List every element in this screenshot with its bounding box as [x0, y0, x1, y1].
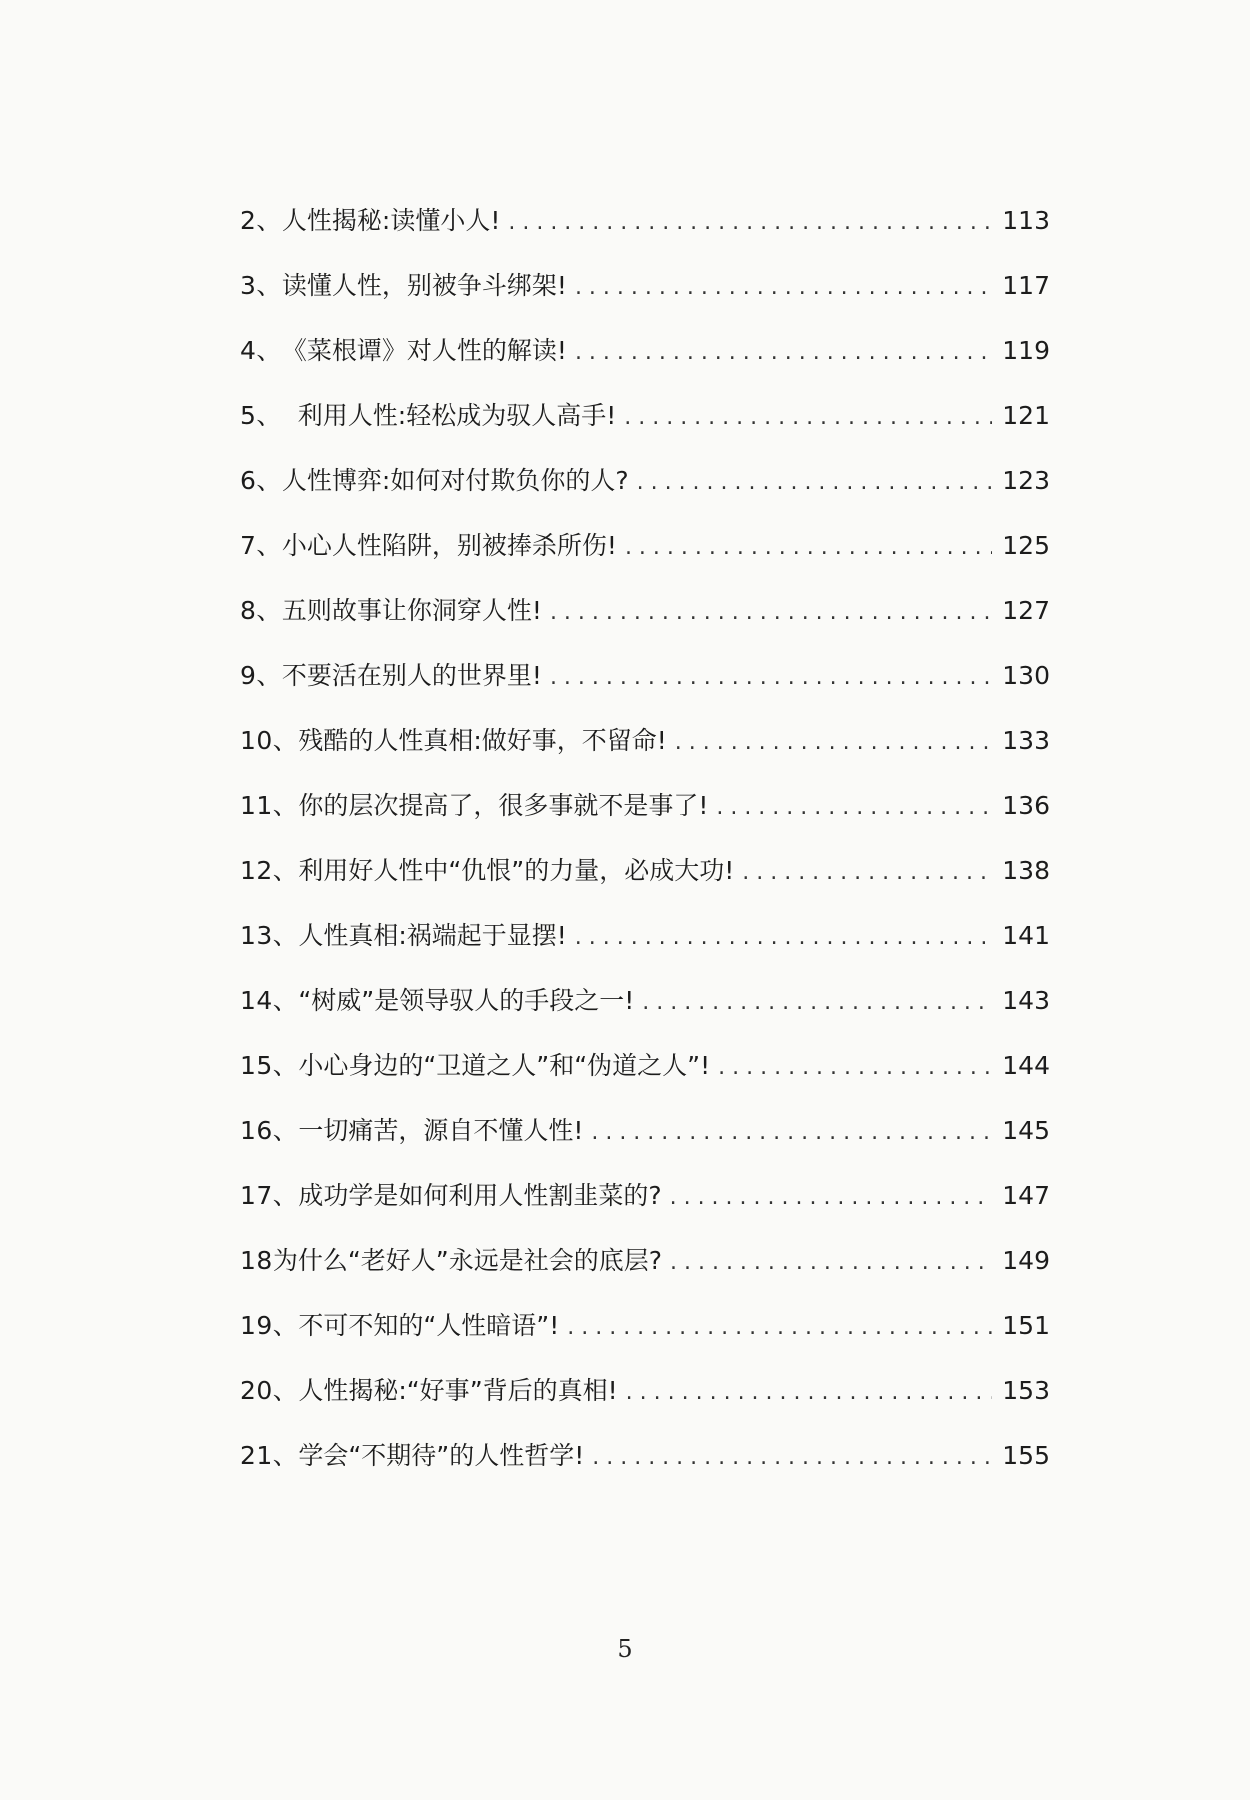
- toc-entry: [240, 985, 1050, 1050]
- toc-dot-leader: [567, 1312, 992, 1344]
- toc-entry-title: 残酷的人性真相:做好事，不留命!: [298, 726, 667, 755]
- toc-entry-number: 20、: [240, 1376, 299, 1405]
- toc-dot-leader: [550, 597, 992, 629]
- toc-dot-leader: [675, 727, 993, 759]
- toc-entry: [240, 1440, 1050, 1505]
- toc-entry: [240, 400, 1050, 465]
- toc-dot-leader: [642, 987, 992, 1019]
- toc-entry-page: 130: [1002, 661, 1050, 690]
- toc-entry: [240, 595, 1050, 660]
- toc-entry-page: 141: [1002, 921, 1050, 950]
- toc-entry-number: 10、: [240, 726, 299, 755]
- toc-entry-title: 不要活在别人的世界里!: [281, 661, 542, 690]
- toc-entry-number: 14、: [240, 986, 299, 1015]
- toc-entry-title: 人性博弈:如何对付欺负你的人?: [281, 466, 629, 495]
- toc-dot-leader: [718, 1052, 992, 1084]
- toc-entry: [240, 1245, 1050, 1310]
- toc-entry: [240, 530, 1050, 595]
- toc-entry-title: 成功学是如何利用人性割韭菜的?: [298, 1181, 662, 1210]
- toc-entry-page: 125: [1002, 531, 1050, 560]
- toc-entry-title: 利用好人性中“仇恨”的力量，必成大功!: [298, 856, 735, 885]
- toc-entry: [240, 920, 1050, 985]
- toc-entry-title: 不可不知的“人性暗语”!: [298, 1311, 560, 1340]
- toc-entry-page: 127: [1002, 596, 1050, 625]
- toc-entry-number: 3、: [240, 271, 282, 300]
- toc-entry-page: 155: [1002, 1441, 1050, 1470]
- toc-entry-number: 6、: [240, 466, 282, 495]
- toc-dot-leader: [625, 532, 992, 564]
- toc-entry-number: 15、: [240, 1051, 299, 1080]
- toc-dot-leader: [624, 402, 992, 434]
- toc-entry-number: 7、: [240, 531, 282, 560]
- toc-entry: [240, 465, 1050, 530]
- toc-entry-number: 2、: [240, 206, 282, 235]
- toc-entry: [240, 270, 1050, 335]
- toc-entry-page: 153: [1002, 1376, 1050, 1405]
- toc-entry-number: 12、: [240, 856, 299, 885]
- toc-dot-leader: [637, 467, 993, 499]
- toc-entry-number: 16、: [240, 1116, 299, 1145]
- toc-dot-leader: [626, 1377, 993, 1409]
- toc-entry-page: 149: [1002, 1246, 1050, 1275]
- toc-entry-page: 151: [1002, 1311, 1050, 1340]
- toc-dot-leader: [592, 1442, 992, 1474]
- toc-entry-page: 138: [1002, 856, 1050, 885]
- toc-entry-title: 学会“不期待”的人性哲学!: [298, 1441, 585, 1470]
- toc-entry: [240, 725, 1050, 790]
- toc-entry: [240, 1115, 1050, 1180]
- toc-entry-title: 人性真相:祸端起于显摆!: [298, 921, 567, 950]
- toc-entry-number: 21、: [240, 1441, 299, 1470]
- toc-entry-title: 利用人性:轻松成为驭人高手!: [281, 401, 617, 430]
- toc-entry-number: 9、: [240, 661, 282, 690]
- toc-dot-leader: [575, 922, 993, 954]
- toc-entry-number: 4、: [240, 336, 282, 365]
- toc-entry-page: 136: [1002, 791, 1050, 820]
- toc-entry-title: 小心身边的“卫道之人”和“伪道之人”!: [298, 1051, 711, 1080]
- toc-entry: [240, 1180, 1050, 1245]
- toc-dot-leader: [670, 1247, 992, 1279]
- table-of-contents: [240, 205, 1050, 1505]
- toc-entry-title: 人性揭秘:“好事”背后的真相!: [298, 1376, 618, 1405]
- toc-entry-title: 《菜根谭》对人性的解读!: [281, 336, 567, 365]
- toc-entry-number: 5、: [240, 401, 282, 430]
- toc-entry-title: 小心人性陷阱，别被捧杀所伤!: [281, 531, 617, 560]
- toc-entry: [240, 205, 1050, 270]
- page-number: 5: [617, 1635, 633, 1663]
- toc-entry-title: 五则故事让你洞穿人性!: [281, 596, 542, 625]
- toc-entry-page: 123: [1002, 466, 1050, 495]
- toc-entry-number: 17、: [240, 1181, 299, 1210]
- toc-entry-title: 人性揭秘:读懂小人!: [281, 206, 501, 235]
- toc-entry: [240, 855, 1050, 920]
- toc-entry-number: 11、: [240, 791, 299, 820]
- toc-entry-page: 143: [1002, 986, 1050, 1015]
- toc-entry: [240, 1375, 1050, 1440]
- toc-entry-number: 19、: [240, 1311, 299, 1340]
- toc-dot-leader: [508, 207, 992, 239]
- toc-dot-leader: [550, 662, 992, 694]
- toc-entry: [240, 1050, 1050, 1115]
- toc-dot-leader: [742, 857, 992, 889]
- toc-entry-page: 147: [1002, 1181, 1050, 1210]
- toc-entry-page: 145: [1002, 1116, 1050, 1145]
- toc-entry-number: 18: [240, 1246, 273, 1275]
- toc-dot-leader: [716, 792, 992, 824]
- toc-entry-page: 144: [1002, 1051, 1050, 1080]
- toc-entry-number: 13、: [240, 921, 299, 950]
- toc-entry-title: “树威”是领导驭人的手段之一!: [298, 986, 635, 1015]
- toc-entry-number: 8、: [240, 596, 282, 625]
- toc-entry-page: 133: [1002, 726, 1050, 755]
- toc-entry: [240, 790, 1050, 855]
- toc-dot-leader: [575, 272, 992, 304]
- toc-dot-leader: [670, 1182, 993, 1214]
- toc-entry-page: 119: [1002, 336, 1050, 365]
- toc-dot-leader: [575, 337, 992, 369]
- toc-entry-page: 121: [1002, 401, 1050, 430]
- toc-entry-title: 你的层次提高了，很多事就不是事了!: [298, 791, 709, 820]
- toc-entry-title: 读懂人性，别被争斗绑架!: [281, 271, 567, 300]
- toc-entry-page: 113: [1002, 206, 1050, 235]
- toc-entry: [240, 335, 1050, 400]
- toc-entry-page: 117: [1002, 271, 1050, 300]
- toc-entry-title: 一切痛苦，源自不懂人性!: [298, 1116, 584, 1145]
- toc-entry-title: 为什么“老好人”永远是社会的底层?: [272, 1246, 662, 1275]
- toc-entry: [240, 1310, 1050, 1375]
- toc-entry: [240, 660, 1050, 725]
- toc-dot-leader: [591, 1117, 992, 1149]
